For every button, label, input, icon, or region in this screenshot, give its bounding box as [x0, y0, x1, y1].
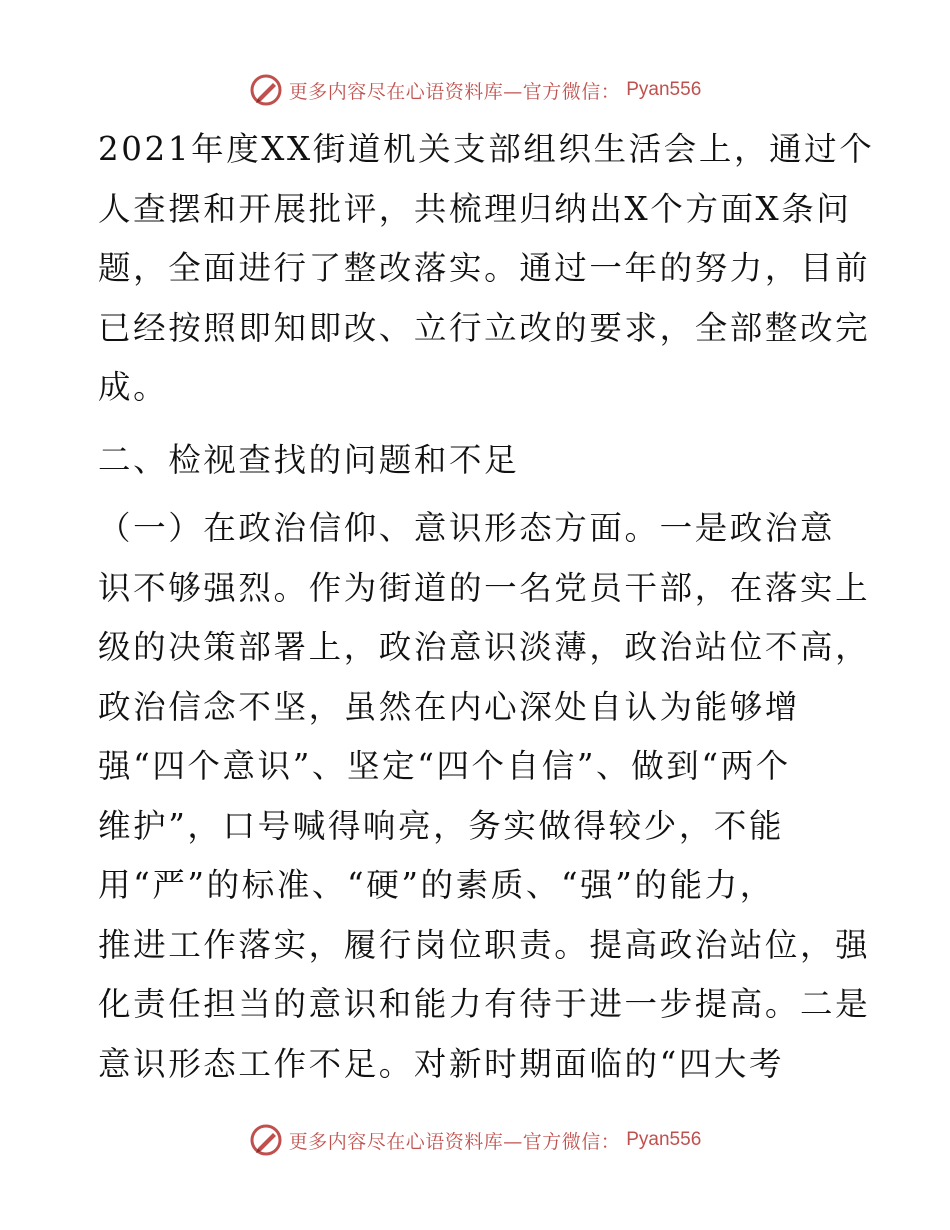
header-watermark	[0, 70, 950, 110]
text-line: 强“四个意识”、坚定“四个自信”、做到“两个	[98, 747, 791, 785]
text-line: 推进工作落实，履行岗位职责。提高政治站位，强	[98, 925, 871, 964]
pen-logo-icon	[249, 1123, 283, 1157]
section-heading: 二、检视查找的问题和不足	[98, 440, 520, 479]
text-line: 化责任担当的意识和能力有待于进一步提高。二是	[98, 985, 871, 1023]
text-line: 成。	[98, 368, 169, 406]
watermark-wechat-id: Pyan556	[626, 79, 702, 100]
watermark-wechat-id: Pyan556	[626, 1129, 702, 1150]
text-line: 维护”，口号喊得响亮，务实做得较少，不能	[98, 806, 785, 845]
text-line: 级的决策部署上，政治意识淡薄，政治站位不高，	[98, 628, 871, 666]
text-line: 题，全面进行了整改落实。通过一年的努力，目前	[98, 249, 871, 287]
pen-logo-icon	[249, 73, 283, 107]
text-line: （一）在政治信仰、意识形态方面。一是政治意	[98, 509, 836, 547]
text-line: 人查摆和开展批评，共梳理归纳出X个方面X条问	[98, 189, 852, 228]
text-line: 2021年度XX街道机关支部组织生活会上，通过个	[98, 130, 875, 168]
text-line: 意识形态工作不足。对新时期面临的“四大考	[98, 1044, 785, 1083]
watermark-text: 更多内容尽在心语资料库—官方微信：	[288, 80, 621, 103]
document-body	[98, 120, 875, 1094]
text-line: 识不够强烈。作为街道的一名党员干部，在落实上	[98, 568, 871, 607]
text-line: 政治信念不坚，虽然在内心深处自认为能够增	[98, 687, 801, 726]
footer-watermark	[0, 1120, 950, 1160]
text-line: 用“严”的标准、“硬”的素质、“强”的能力，	[98, 866, 775, 904]
text-line: 已经按照即知即改、立行立改的要求，全部整改完	[98, 308, 871, 347]
watermark-text: 更多内容尽在心语资料库—官方微信：	[288, 1130, 621, 1153]
